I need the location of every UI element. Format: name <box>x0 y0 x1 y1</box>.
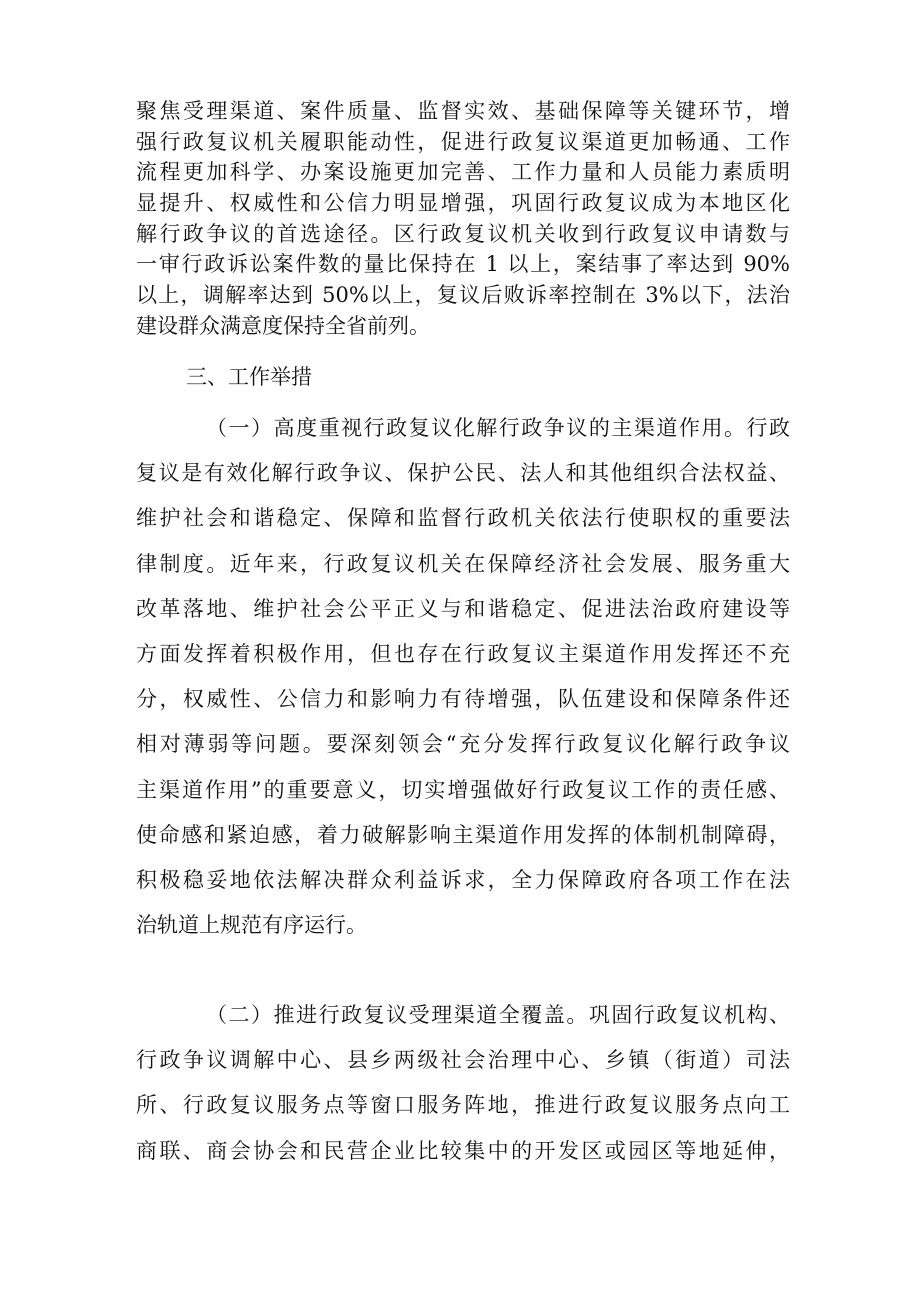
text-line: 使命感和紧迫感，着力破解影响主渠道作用发挥的体制机制障碍， <box>136 822 790 847</box>
text-line: 治轨道上规范有序运行。 <box>136 913 367 938</box>
text-line: 方面发挥着积极作用，但也存在行政复议主渠道作用发挥还不充 <box>136 641 790 666</box>
text-line: 行政争议调解中心、县乡两级社会治理中心、乡镇（街道）司法 <box>136 1048 790 1073</box>
text-line: 分，权威性、公信力和影响力有待增强，队伍建设和保障条件还 <box>136 687 790 712</box>
text-line: 维护社会和谐稳定、保障和监督行政机关依法行使职权的重要法 <box>136 506 790 531</box>
text-line: 主渠道作用”的重要意义，切实增强做好行政复议工作的责任感、 <box>136 777 790 802</box>
text-line: 一审行政诉讼案件数的量比保持在 1 以上，案结事了率达到 90% <box>136 252 790 277</box>
paragraph-goals <box>136 96 790 342</box>
text-line: 解行政争议的首选途径。区行政复议机关收到行政复议申请数与 <box>136 221 790 246</box>
text-line: 强行政复议机关履职能动性，促进行政复议渠道更加畅通、工作 <box>136 129 790 154</box>
paragraph-coverage <box>136 993 790 1174</box>
text-line: 以上，调解率达到 50%以上，复议后败诉率控制在 3%以下，法治 <box>136 283 790 308</box>
text-line: 相对薄弱等问题。要深刻领会“充分发挥行政复议化解行政争议 <box>136 732 790 757</box>
text-line: 改革落地、维护社会公平正义与和谐稳定、促进法治政府建设等 <box>136 596 790 621</box>
text-line: 建设群众满意度保持全省前列。 <box>136 313 430 338</box>
text-line: 复议是有效化解行政争议、保护公民、法人和其他组织合法权益、 <box>136 461 790 486</box>
text-line: 显提升、权威性和公信力明显增强，巩固行政复议成为本地区化 <box>136 191 790 216</box>
text-line: 所、行政复议服务点等窗口服务阵地，推进行政复议服务点向工 <box>136 1093 790 1118</box>
text-line: 积极稳妥地依法解决群众利益诉求，全力保障政府各项工作在法 <box>136 867 790 892</box>
text-line: 商联、商会协会和民营企业比较集中的开发区或园区等地延伸， <box>136 1138 790 1163</box>
text-line: 聚焦受理渠道、案件质量、监督实效、基础保障等关键环节，增 <box>136 99 790 123</box>
paragraph-main-channel <box>136 406 790 948</box>
section-heading: 三、工作举措 <box>186 365 312 389</box>
text-line: 流程更加科学、办案设施更加完善、工作力量和人员能力素质明 <box>136 160 790 185</box>
text-line: （一）高度重视行政复议化解行政争议的主渠道作用。行政 <box>206 416 790 440</box>
text-line: 律制度。近年来，行政复议机关在保障经济社会发展、服务重大 <box>136 551 790 576</box>
text-line: （二）推进行政复议受理渠道全覆盖。巩固行政复议机构、 <box>206 1003 790 1027</box>
